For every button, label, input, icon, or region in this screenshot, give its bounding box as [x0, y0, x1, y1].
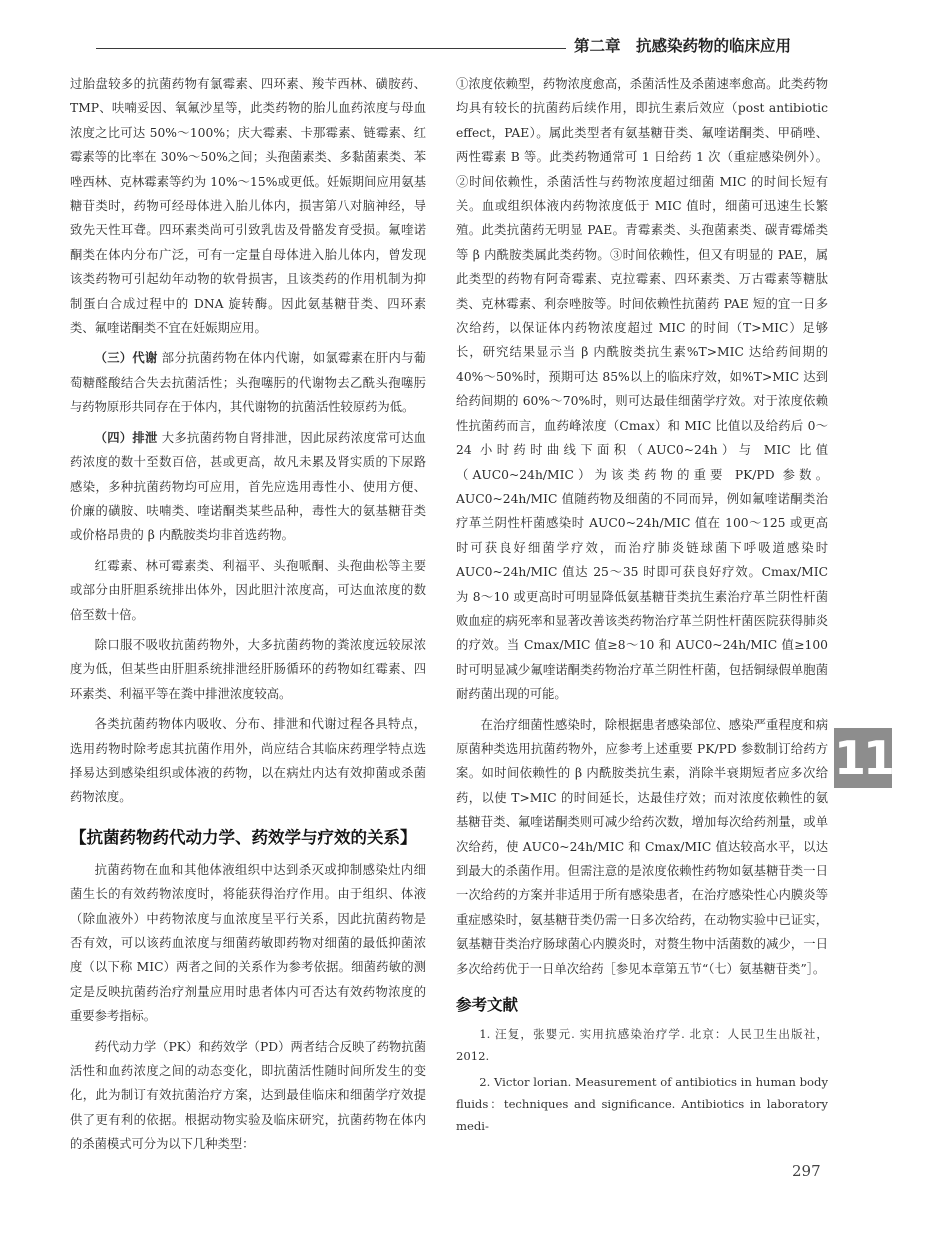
reference-item: 1. 汪复，张婴元. 实用抗感染治疗学. 北京：人民卫生出版社，2012. — [456, 1027, 828, 1064]
reference-item: 2. Victor lorian. Measurement of antibiotics in human body fluids：techniques and significance. Antibiotics in laboratory medi- — [456, 1075, 828, 1134]
paragraph-kill-patterns: ①浓度依赖型，药物浓度愈高，杀菌活性及杀菌速率愈高。此类药物均具有较长的抗菌药后续作用，即抗生素后效应（post antibiotic effect，PAE）。属此类型者有氨基糖苷类、氟喹诺酮类、甲硝唑、两性霉素 B 等。此类药物通常可 1 日给药 1 次（重症感染例外）。②时间依赖性，杀菌活性与药物浓度超过细菌 MIC 的时间长短有关。血或组织体液内药物浓度低于 MIC 值时，细菌可迅速生长繁殖。此类抗菌药无明显 PAE。青霉素类、头孢菌素类、碳青霉烯类等 β 内酰胺类属此类药物。③时间依赖性，但又有明显的 PAE，属此类型的药物有阿奇霉素、克拉霉素、四环素类、万古霉素等糖肽类、克林霉素、利奈唑胺等。时间依赖性抗菌药 PAE 短的宜一日多次给药，以保证体内药物浓度超过 MIC 的时间（T>MIC）足够长，研究结果显示当 β 内酰胺类抗生素%T>MIC 达给药间期的 40%～50%时，预期可达 85%以上的临床疗效，如%T>MIC 达到给药间期的 60%～70%时，则可达最佳细菌学疗效。对于浓度依赖性抗菌药而言，血药峰浓度（Cmax）和 MIC 比值以及给药后 0～24 小时药时曲线下面积（AUC0~24h）与 MIC 比值（AUC0~24h/MIC）为该类药物的重要 PK/PD 参数。AUC0~24h/MIC 值随药物及细菌的不同而异，例如氟喹诺酮类治疗革兰阴性杆菌感染时 AUC0~24h/MIC 值在 100～125 或更高时可获良好细菌学疗效，而治疗肺炎链球菌下呼吸道感染时 AUC0~24h/MIC 值达 25～35 时即可获良好疗效。Cmax/MIC 为 8～10 或更高时可明显降低氨基糖苷类抗生素治疗革兰阴性杆菌败血症的病死率和显著改善该类药物治疗革兰阴性杆菌医院获得肺炎的疗效。当 Cmax/MIC 值≥8～10 和 AUC0~24h/MIC 值≥100 时可明显减少氟喹诺酮类药物治疗革兰阴性杆菌，包括铜绿假单胞菌耐药菌出现的可能。 — [456, 77, 828, 702]
page-number: 297 — [792, 1162, 821, 1180]
paragraph-excretion — [70, 426, 426, 548]
paragraph-metabolism — [70, 346, 426, 419]
metabolism-heading: （三）代谢 — [94, 351, 158, 366]
paragraph-biliary: 红霉素、林可霉素类、利福平、头孢哌酮、头孢曲松等主要或部分由肝胆系统排出体外，因此胆汁浓度高，可达血浓度的数倍至数十倍。 — [70, 558, 426, 622]
paragraph-pkpd: 药代动力学（PK）和药效学（PD）两者结合反映了药物抗菌活性和血药浓度之间的动态变化，即抗菌活性随时间所发生的变化，此为制订有效抗菌治疗方案，达到最佳临床和细菌学疗效提供了更有利的依据。根据动物实验及临床研究，抗菌药物在体内的杀菌模式可分为以下几种类型： — [70, 1039, 426, 1152]
chapter-tab: 11 — [834, 728, 892, 788]
references-heading: 参考文献 — [456, 996, 519, 1015]
paragraph-mic: 抗菌药物在血和其他体液组织中达到杀灭或抑制感染灶内细菌生长的有效药物浓度时，将能获得治疗作用。由于组织、体液（除血液外）中药物浓度与血浓度呈平行关系，因此抗菌药物是否有效，可以该药血浓度与细菌药敏即药物对细菌的最低抑菌浓度（以下称 MIC）两者之间的关系作为参考依据。细菌药敏的测定是反映抗菌药治疗剂量应用时患者体内可否达有效药物浓度的重要参考指标。 — [70, 862, 426, 1024]
right-column — [456, 72, 828, 1141]
excretion-text: 大多抗菌药物自肾排泄，因此尿药浓度常可达血药浓度的数十至数百倍，甚或更高，故凡未累及肾实质的下尿路感染，多种抗菌药物均可应用，首先应选用毒性小、使用方便、价廉的磺胺、呋喃类、喹诺酮类某些品种，毒性大的氨基糖苷类或价格昂贵的 β 内酰胺类均非首选药物。 — [70, 430, 426, 543]
excretion-heading: （四）排泄 — [94, 430, 158, 445]
paragraph-selection: 各类抗菌药物体内吸收、分布、排泄和代谢过程各具特点，选用药物时除考虑其抗菌作用外，尚应结合其临床药理学特点选择易达到感染组织或体液的药物，以在病灶内达有效抑菌或杀菌药物浓度。 — [70, 717, 426, 805]
paragraph-placenta: 过胎盘较多的抗菌药物有氯霉素、四环素、羧苄西林、磺胺药、TMP、呋喃妥因、氧氟沙星等，此类药物的胎儿血药浓度与母血浓度之比可达 50%～100%；庆大霉素、卡那霉素、链霉素、红霉素等的比率在 30%～50%之间；头孢菌素类、多黏菌素类、苯唑西林、克林霉素等约为 10%～15%或更低。妊娠期间应用氨基糖苷类时，药物可经母体进入胎儿体内，损害第八对脑神经，导致先天性耳聋。四环素类尚可引致乳齿及骨骼发育受损。氟喹诺酮类在体内分布广泛，可有一定量自母体进入胎儿体内，曾发现该类药物可引起幼年动物的软骨损害，且该类药的作用机制为抑制蛋白合成过程中的 DNA 旋转酶。因此氨基糖苷类、四环素类、氟喹诺酮类不宜在妊娠期应用。 — [70, 77, 426, 336]
paragraph-fecal: 除口服不吸收抗菌药物外，大多抗菌药物的粪浓度远较尿浓度为低，但某些由肝胆系统排泄经肝肠循环的药物如红霉素、四环素类、利福平等在粪中排泄浓度较高。 — [70, 637, 426, 701]
section-heading: 【抗菌药物药代动力学、药效学与疗效的关系】 — [70, 827, 417, 847]
header-rule — [96, 48, 566, 49]
paragraph-dosing: 在治疗细菌性感染时，除根据患者感染部位、感染严重程度和病原菌种类选用抗菌药物外，应参考上述重要 PK/PD 参数制订给药方案。如时间依赖性的 β 内酰胺类抗生素，消除半衰期短者应多次给药，以使 T>MIC 的时间延长，达最佳疗效；而对浓度依赖性的氨基糖苷类、氟喹诺酮类则可减少给药次数，增加每次给药剂量，或单次给药，使 AUC0~24h/MIC 和 Cmax/MIC 值达较高水平，以达到最大的杀菌作用。但需注意的是浓度依赖性药物如氨基糖苷类一日一次给药的方案并非适用于所有感染患者，在治疗感染性心内膜炎等重症感染时，氨基糖苷类仍需一日多次给药，在动物实验中已证实，氨基糖苷类治疗肠球菌心内膜炎时，对赘生物中活菌数的减少，一日多次给药优于一日单次给药［参见本章第五节“（七）氨基糖苷类”］。 — [456, 717, 828, 976]
running-header: 第二章 抗感染药物的临床应用 — [574, 37, 792, 55]
left-column — [70, 72, 426, 1163]
metabolism-text: 部分抗菌药物在体内代谢，如氯霉素在肝内与葡萄糖醛酸结合失去抗菌活性；头孢噻肟的代谢物去乙酰头孢噻肟与药物原形共同存在于体内，其代谢物的抗菌活性较原药为低。 — [70, 351, 426, 415]
